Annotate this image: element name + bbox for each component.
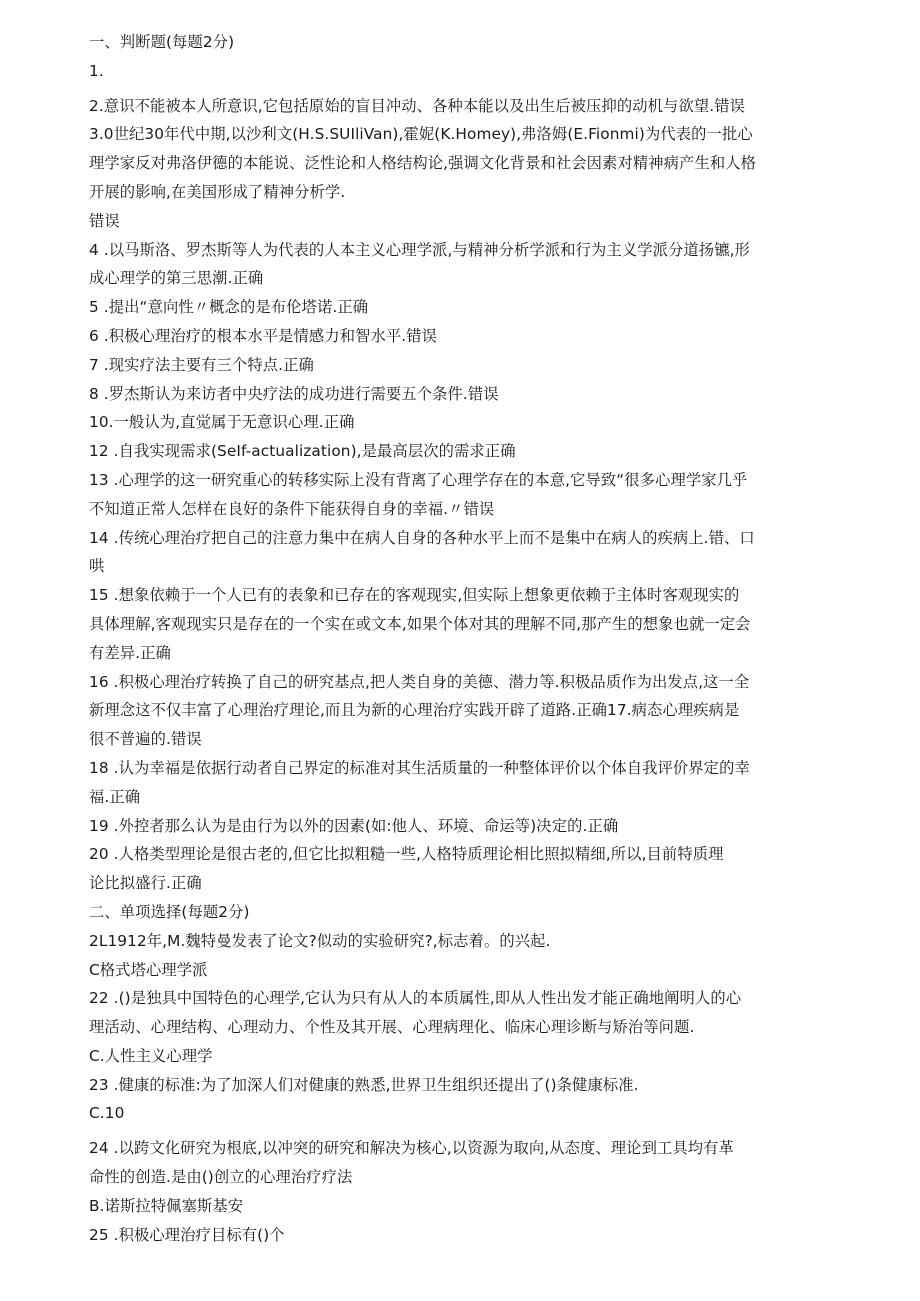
text-line: 4 .以马斯洛、罗杰斯等人为代表的人本主义心理学派,与精神分析学派和行为主义学派分道扬镳,形	[89, 240, 750, 259]
text-line: 5 .提出“意向性〃概念的是布伦塔诺.正确	[89, 298, 369, 317]
text-line: 哄	[89, 557, 105, 576]
text-line: 14 .传统心理治疗把自己的注意力集中在病人自身的各种水平上而不是集中在病人的疾病上.错、口	[89, 528, 755, 547]
text-line: 理学家反对弗洛伊德的本能说、泛性论和人格结构论,强调文化背景和社会因素对精神病产生和人格	[89, 154, 757, 173]
text-line: 8 .罗杰斯认为来访者中央疗法的成功进行需要五个条件.错误	[89, 384, 499, 403]
text-line: 成心理学的第三思潮.正确	[89, 269, 264, 288]
text-line: 12 .自我实现需求(SeIf-actualization),是最高层次的需求正确	[89, 442, 516, 461]
text-line: 16 .积极心理治疗转换了自己的研究基点,把人类自身的美德、潜力等.积极品质作为出发点,这一全	[89, 672, 750, 691]
text-line: 开展的影响,在美国形成了精神分析学.	[89, 182, 346, 201]
text-line: 13 .心理学的这一研究重心的转移实际上没有背离了心理学存在的本意,它导致“很多心理学家几乎	[89, 470, 748, 489]
text-line: 25 .积极心理治疗目标有()个	[89, 1225, 285, 1244]
text-line: 20 .人格类型理论是很古老的,但它比拟粗糙一些,人格特质理论相比照拟精细,所以,目前特质理	[89, 845, 724, 864]
text-line: 命性的创造.是由()创立的心理治疗疗法	[89, 1168, 353, 1187]
text-line: 1.	[89, 61, 104, 80]
text-line: 不知道正常人怎样在良好的条件下能获得自身的幸福.〃错误	[89, 499, 495, 518]
answer-line: C格式塔心理学派	[89, 960, 208, 979]
text-line: 19 .外控者那么认为是由行为以外的因素(如:他人、环境、命运等)决定的.正确	[89, 816, 619, 835]
section-heading-true-false: 一、判断题(每题2分)	[89, 33, 235, 51]
document-body	[89, 28, 831, 1249]
text-line: 错误	[89, 211, 120, 230]
text-line: 24 .以跨文化研究为根底,以冲突的研究和解决为核心,以资源为取向,从态度、理论到工具均有革	[89, 1139, 734, 1158]
section-heading-single-choice: 二、单项选择(每题2分)	[89, 902, 250, 921]
answer-line: C.10	[89, 1104, 125, 1123]
text-line: 2.意识不能被本人所意识,它包括原始的盲目冲动、各种本能以及出生后被压抑的动机与欲望.错误	[89, 96, 745, 115]
text-line: 18 .认为幸福是依据行动者自己界定的标准对其生活质量的一种整体评价以个体自我评价界定的幸	[89, 758, 750, 777]
text-line: 很不普遍的.错误	[89, 730, 202, 749]
text-line: 23 .健康的标准:为了加深人们对健康的熟悉,世界卫生组织还提出了()条健康标准.	[89, 1075, 639, 1094]
text-line: 22 .()是独具中国特色的心理学,它认为只有从人的本质属性,即从人性出发才能正确地阐明人的心	[89, 989, 742, 1008]
text-line: 理活动、心理结构、心理动力、个性及其开展、心理病理化、临床心理诊断与矫治等问题.	[89, 1018, 695, 1037]
text-line: 6 .积极心理治疗的根本水平是情感力和智水平.错误	[89, 326, 438, 345]
text-line: 有差异.正确	[89, 643, 171, 662]
text-line: 2L1912年,M.魏特曼发表了论文?似动的实验研究?,标志着。的兴起.	[89, 931, 551, 950]
answer-line: C.人性主义心理学	[89, 1046, 213, 1065]
text-line: 7 .现实疗法主要有三个特点.正确	[89, 355, 314, 374]
text-line: 论比拟盛行.正确	[89, 874, 202, 893]
text-line: 新理念这不仅丰富了心理治疗理论,而且为新的心理治疗实践开辟了道路.正确17.病态心理疾病是	[89, 701, 740, 720]
text-line: 15 .想象依赖于一个人已有的表象和已存在的客观现实,但实际上想象更依赖于主体时客观现实的	[89, 586, 740, 605]
text-line: 10.一般认为,直觉属于无意识心理.正确	[89, 413, 355, 432]
text-line: 福.正确	[89, 787, 141, 806]
answer-line: B.诺斯拉特佩塞斯基安	[89, 1196, 244, 1215]
text-line: 3.0世纪30年代中期,以沙利文(H.S.SUIliVan),霍妮(K.Homey),弗洛姆(E.Fionmi)为代表的一批心	[89, 125, 753, 144]
text-line: 具体理解,客观现实只是存在的一个实在或文本,如果个体对其的理解不同,那产生的想象也就一定会	[89, 614, 751, 633]
